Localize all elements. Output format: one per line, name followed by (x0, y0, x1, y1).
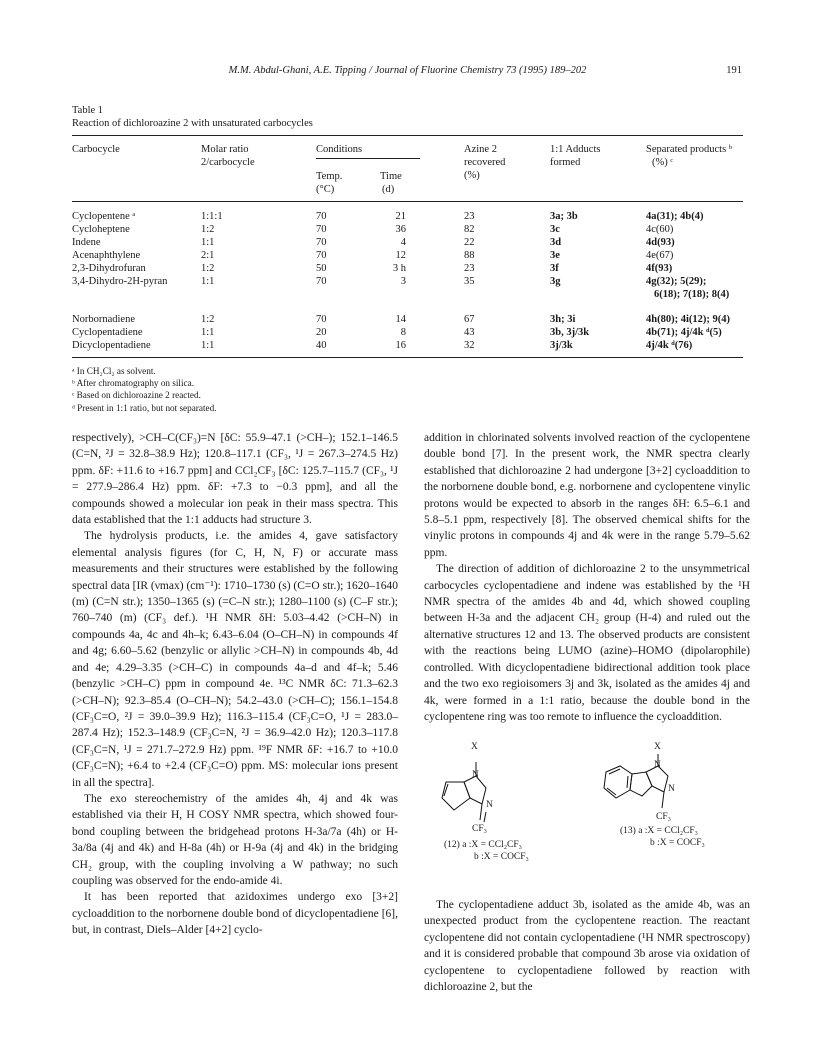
cell-adducts: 3d (550, 237, 562, 248)
cell-products: 4e(67) (646, 250, 674, 261)
x-label-13: X (654, 742, 661, 752)
paragraph: addition in chlorinated solvents involved reaction of the cyclopentene double bond [7]. In the present work, the NMR spectra clearly established that dichloroazine 2 had undergone [3+2] cycloaddition to the norbornene double bond, e.g. norbornene and cyclopentene vinylic protons would be expected to absorb in the ranges δH: 6.5–6.1 and 5.8–5.1 ppm, respectively [8]. The observed chemical shifts for the vinylic protons in compounds 4j and 4k were in the range 5.79–5.62 ppm. (424, 432, 750, 559)
cell-time: 3 (400, 276, 406, 287)
header-azine-2: recovered (464, 157, 506, 168)
legend-b-13: b :X = COCF₃ (650, 838, 705, 848)
cell-time: 36 (395, 224, 406, 235)
cell-azine: 23 (464, 263, 475, 274)
cell-adducts: 3h; 3i (550, 314, 576, 325)
cell-carbocycle: Norbornadiene (72, 314, 135, 325)
header-ratio-1: Molar ratio (201, 144, 249, 155)
header-adducts-2: formed (550, 157, 581, 168)
n2-label-12: N (486, 800, 493, 810)
x-label-12: X (471, 742, 478, 752)
legend-a-13: (13) a :X = CCl₂CF₃ (620, 826, 698, 836)
footnote: ᵈ Present in 1:1 ratio, but not separated. (72, 402, 217, 413)
paragraph: The direction of addition of dichloroazine 2 to the unsymmetrical carbocycles cyclopentadiene and indene was established by the ¹H NMR spectra of the amides 4b and 4d, which showed coupling between H-3a and the adjacent CH₂ group (H-4) and ruled out the alternative structures 12 and 13. The observed products are consistent with the reactions being LUMO (azine)–HOMO (dipolarophile) controlled. With dicyclopentadiene bidirectional addition took place and the two exo regioisomers 3j and 3k, isolated as the amides 4j and 4k, were formed in a 1:1 ratio, because the double bond in the cyclopentene ring was too remote to influence the cycloaddition. (424, 563, 750, 723)
n2-label-13: N (668, 784, 675, 794)
table-top-rule (72, 135, 743, 136)
cell-products: 4d(93) (646, 237, 675, 248)
body-right-column-lower (424, 897, 750, 995)
table-bottom-rule (72, 357, 743, 358)
cell-time: 12 (395, 250, 406, 261)
body-right-column (424, 430, 750, 725)
legend-b-12: b :X = COCF₃ (474, 852, 529, 862)
header-carbocycle: Carbocycle (72, 144, 120, 155)
cell-products: 4a(31); 4b(4) (646, 211, 704, 222)
paragraph: The cyclopentadiene adduct 3b, isolated as the amide 4b, was an unexpected product from the cyclopentene reaction. The reactant cyclopentene did not contain cyclopentadiene (¹H NMR spectroscopy) and it is considered probable that compound 3b arose via oxidation of cyclopentene to cyclopentadiene followed by reaction with dichloroazine 2, but the (424, 899, 750, 994)
paragraph: It has been reported that azidoximes undergo exo [3+2] cycloaddition to the norbornene double bond of dicyclopentadiene [6], but, in contrast, Diels–Alder [4+2] cyclo- (72, 891, 398, 937)
cell-azine: 88 (464, 250, 475, 261)
cell-azine: 22 (464, 237, 475, 248)
cell-ratio: 1:1 (201, 276, 215, 287)
cell-temp: 70 (316, 276, 327, 287)
cell-adducts: 3c (550, 224, 560, 235)
page-number: 191 (726, 65, 742, 76)
cell-adducts: 3f (550, 263, 559, 274)
cell-products: 4f(93) (646, 263, 673, 274)
five-ring-13 (630, 772, 652, 796)
cell-products: 4h(80); 4i(12); 9(4) (646, 314, 730, 325)
cell-adducts: 3b, 3j/3k (550, 327, 590, 338)
cell-azine: 32 (464, 340, 475, 351)
cell-time: 14 (395, 314, 406, 325)
running-header (0, 65, 815, 81)
header-products-1: Separated products ᵇ (646, 144, 733, 155)
cell-azine: 67 (464, 314, 475, 325)
header-time-1: Time (380, 171, 402, 182)
cell-ratio: 2:1 (201, 250, 215, 261)
cell-adducts: 3a; 3b (550, 211, 578, 222)
footnote: ᶜ Based on dichloroazine 2 reacted. (72, 390, 201, 401)
paragraph: The exo stereochemistry of the amides 4h, 4j and 4k was established via their H, H COSY NMR spectra, which showed four-bond coupling between the bridgehead protons H-3a/7a (4h) or H-3a/8a (4j and 4k) and H-8a (4h) or H-9a (4j and 4k) in the bridging CH₂ group, with the coupling involving a W pathway; no such coupling was observed for the endo-amide 4i. (72, 792, 398, 887)
cell-products: 4g(32); 5(29); (646, 276, 707, 287)
body-left-column (72, 430, 398, 939)
chemical-structures (424, 742, 750, 872)
cell-ratio: 1:1 (201, 237, 215, 248)
cell-carbocycle: Indene (72, 237, 101, 248)
cell-temp: 70 (316, 237, 327, 248)
legend-a-12: (12) a :X = CCl₂CF₃ (444, 840, 522, 850)
cell-temp: 20 (316, 327, 327, 338)
cell-temp: 70 (316, 224, 327, 235)
n1-label-12: N (472, 770, 479, 780)
running-title: M.M. Abdul-Ghani, A.E. Tipping / Journal of Fluorine Chemistry 73 (1995) 189–202 (228, 65, 587, 76)
footnote: ᵃ In CH₂Cl₂ as solvent. (72, 366, 156, 376)
cell-carbocycle: Acenaphthylene (72, 250, 141, 261)
cell-ratio: 1:1 (201, 340, 215, 351)
cf3-label-12: CF₃ (472, 824, 487, 834)
cell-time: 16 (395, 340, 406, 351)
cell-time: 4 (400, 237, 406, 248)
cell-azine: 35 (464, 276, 475, 287)
cell-adducts: 3j/3k (550, 340, 573, 351)
cell-carbocycle: Dicyclopentadiene (72, 340, 151, 351)
cell-azine: 23 (464, 211, 475, 222)
cell-ratio: 1:2 (201, 314, 215, 325)
cf3-label-13: CF₃ (656, 812, 671, 822)
cell-azine: 82 (464, 224, 475, 235)
cell-temp: 70 (316, 250, 327, 261)
table-label: Table 1 (72, 105, 104, 116)
header-azine-1: Azine 2 (464, 144, 497, 155)
n1-label-13: N (654, 760, 661, 770)
header-adducts-1: 1:1 Adducts (550, 144, 601, 155)
conditions-rule (316, 158, 420, 159)
cell-time: 21 (395, 211, 406, 222)
cell-ratio: 1:2 (201, 263, 215, 274)
cell-temp: 70 (316, 314, 327, 325)
cell-products: 4c(60) (646, 224, 674, 235)
table-footnotes (72, 365, 216, 414)
header-conditions: Conditions (316, 144, 363, 155)
cell-adducts: 3e (550, 250, 560, 261)
footnote: ᵇ After chromatography on silica. (72, 378, 194, 389)
cell-time: 8 (400, 327, 406, 338)
table-title: Reaction of dichloroazine 2 with unsaturated carbocycles (72, 118, 313, 129)
cell-products: 4j/4k ᵈ(76) (646, 340, 693, 351)
cell-ratio: 1:1 (201, 327, 215, 338)
cell-carbocycle: Cycloheptene (72, 224, 130, 235)
cell-azine: 43 (464, 327, 475, 338)
header-ratio-2: 2/carbocycle (201, 157, 255, 168)
cell-ratio: 1:1:1 (201, 211, 223, 222)
cell-temp: 50 (316, 263, 327, 274)
table-caption (72, 104, 313, 130)
cell-time: 3 h (392, 263, 406, 274)
paragraph: respectively), >CH–C(CF₃)=N [δC: 55.9–47.1 (>CH–); 152.1–146.5 (C=N, ²J = 32.8–38.9 Hz); 120.8–117.1 (CF₃, ¹J = 267.3–274.5 Hz) ppm. δF: +11.6 to +16.7 ppm] and CCl₂CF₃ [δC: 125.7–115.7 (CF₃, ¹J = 277.9–286.4 Hz) ppm. δF: +7.3 to −0.3 ppm], and all the compounds showed a molecular ion peak in their mass spectra. This data established that the 1:1 adducts had structure 3. (72, 432, 398, 527)
header-azine-3: (%) (464, 170, 480, 181)
header-temp-2: (°C) (316, 184, 335, 195)
cell-carbocycle: Cyclopentadiene (72, 327, 143, 338)
cell-adducts: 3g (550, 276, 561, 287)
cell-carbocycle: 2,3-Dihydrofuran (72, 263, 146, 274)
paragraph: The hydrolysis products, i.e. the amides 4, gave satisfactory elemental analysis figures (for C, H, N, F) or accurate mass measurements and their structures were established by the following spectral data [IR (νmax) (cm⁻¹): 1710–1730 (s) (C=O str.); 1620–1640 (m) (C=N str.); 1350–1365 (s) (=C–N str.); 1280–1100 (s) (C–F str.); 760–740 (m) (CF₃ def.). ¹H NMR δH: 5.03–4.42 (>CH–N) in compounds 4a, 4c and 4h–k; 6.43–6.04 (O–CH–N) in compounds 4f and 4g; 6.60–5.62 (benzylic or allylic >CH–N) in compounds 4b, 4d and 4e; 4.29–3.35 (>CH–C) in compounds 4a–d and 4f–k; 5.46 (benzylic >CH–C) ppm in compound 4e. ¹³C NMR δC: 71.3–62.3 (>CH–N); 92.3–85.4 (O–CH–N); 54.2–43.0 (>CH–C); 156.1–154.8 (CF₃C=O, ²J = 39.0–39.9 Hz); 116.3–115.4 (CF₃C=O, ¹J = 283.0–287.4 Hz); 152.3–148.9 (CF₃C=N, ²J = 36.9–42.0 Hz); 120.3–117.8 (CF₃C=N, ¹J = 271.7–272.9 Hz) ppm. ¹⁹F NMR δF: +16.7 to +10.0 (CF₃C=N); +6.4 to +2.4 (CF₃C=O) ppm. MS: molecular ions present in all the spectra]. (72, 530, 398, 789)
cell-products-cont: 6(18); 7(18); 8(4) (654, 289, 730, 300)
header-products-2: (%) ᶜ (652, 157, 674, 168)
cell-temp: 70 (316, 211, 327, 222)
cell-carbocycle: Cyclopentene ᵃ (72, 211, 136, 222)
cell-temp: 40 (316, 340, 327, 351)
header-time-2: (d) (382, 184, 395, 195)
header-temp-1: Temp. (316, 171, 343, 182)
cell-carbocycle: 3,4-Dihydro-2H-pyran (72, 276, 168, 287)
cell-ratio: 1:2 (201, 224, 215, 235)
cell-products: 4b(71); 4j/4k ᵈ(5) (646, 327, 722, 338)
table-header-rule (72, 201, 743, 202)
